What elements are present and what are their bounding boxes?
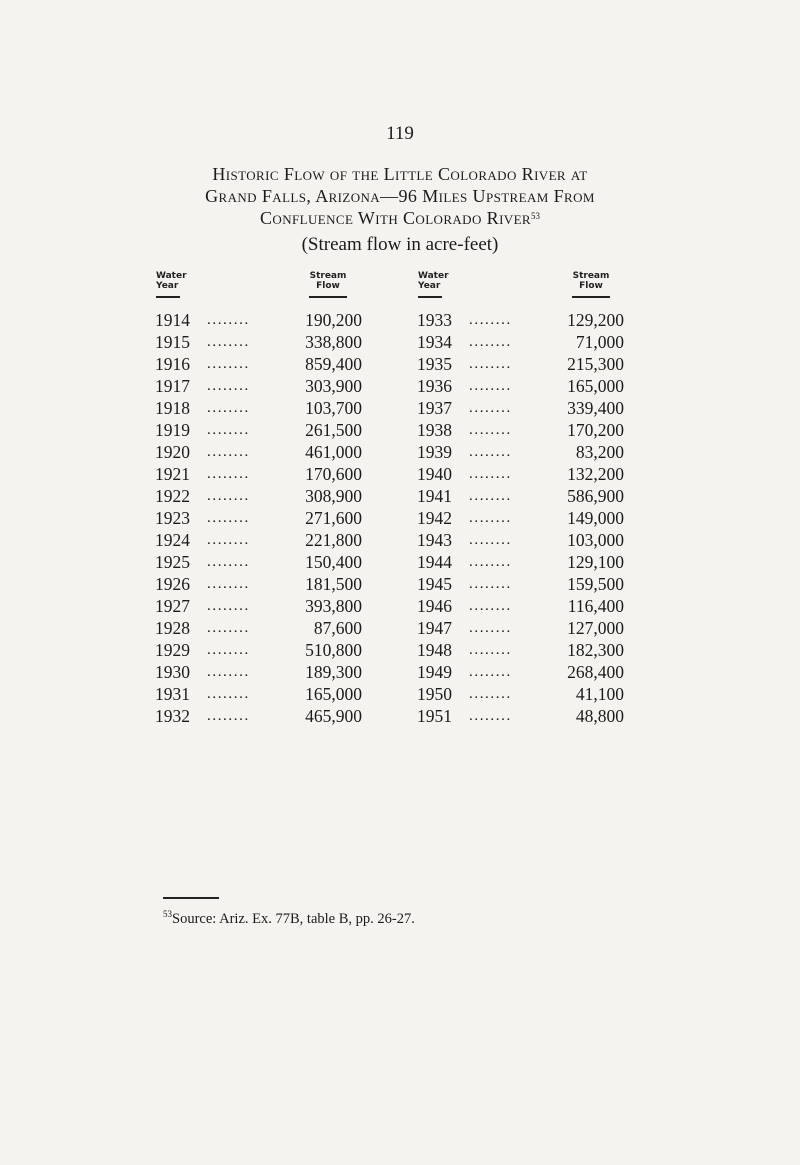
dot-leader: ........: [207, 642, 250, 658]
title-line-1: Historic Flow of the Little Colorado River at: [212, 164, 588, 184]
stream-flow: 182,300: [567, 640, 624, 660]
footnote-text: Source: Ariz. Ex. 77B, table B, pp. 26-27.: [172, 910, 415, 927]
water-year: 1934: [417, 332, 452, 352]
table-row: [155, 463, 362, 485]
stream-flow: 338,800: [305, 332, 362, 352]
dot-leader: ........: [469, 378, 512, 394]
table-row: [417, 573, 624, 595]
water-year: 1920: [155, 442, 190, 462]
dot-leader: ........: [207, 554, 250, 570]
water-year: 1936: [417, 376, 452, 396]
stream-flow: 271,600: [305, 508, 362, 528]
dot-leader: ........: [207, 510, 250, 526]
stream-flow: 303,900: [305, 376, 362, 396]
water-year: 1948: [417, 640, 452, 660]
water-year: 1923: [155, 508, 190, 528]
table-row: [155, 507, 362, 529]
dot-leader: ........: [207, 422, 250, 438]
stream-flow: 465,900: [305, 706, 362, 726]
stream-flow: 165,000: [567, 376, 624, 396]
table-row: [417, 595, 624, 617]
stream-flow: 48,800: [575, 706, 624, 726]
water-year: 1931: [155, 684, 190, 704]
table-row: [417, 617, 624, 639]
header-water-year-right: [418, 271, 449, 298]
water-year: 1930: [155, 662, 190, 682]
dot-leader: ........: [207, 664, 250, 680]
footnote-rule: [163, 897, 219, 899]
water-year: 1938: [417, 420, 452, 440]
water-year: 1916: [155, 354, 190, 374]
header-water-label: Water: [156, 271, 187, 281]
water-year: 1949: [417, 662, 452, 682]
dot-leader: ........: [469, 466, 512, 482]
table-row: [417, 419, 624, 441]
footnote: [163, 909, 415, 928]
dot-leader: ........: [469, 620, 512, 636]
table-row: [417, 353, 624, 375]
water-year: 1922: [155, 486, 190, 506]
table-row: [155, 551, 362, 573]
table-row: [155, 529, 362, 551]
table-row: [417, 485, 624, 507]
water-year: 1939: [417, 442, 452, 462]
dot-leader: ........: [207, 312, 250, 328]
footnote-marker: 53: [163, 909, 172, 919]
table-row: [155, 595, 362, 617]
stream-flow: 149,000: [567, 508, 624, 528]
header-rule: [572, 296, 610, 298]
title-line-2: Grand Falls, Arizona—96 Miles Upstream From: [205, 186, 595, 206]
water-year: 1933: [417, 310, 452, 330]
dot-leader: ........: [469, 488, 512, 504]
stream-flow: 159,500: [567, 574, 624, 594]
page-number: 119: [386, 123, 414, 144]
stream-flow: 129,200: [567, 310, 624, 330]
water-year: 1921: [155, 464, 190, 484]
water-year: 1926: [155, 574, 190, 594]
water-year: 1945: [417, 574, 452, 594]
header-water-label: Water: [418, 271, 449, 281]
stream-flow: 83,200: [575, 442, 624, 462]
table-row: [155, 485, 362, 507]
dot-leader: ........: [469, 532, 512, 548]
dot-leader: ........: [207, 532, 250, 548]
stream-flow: 261,500: [305, 420, 362, 440]
stream-flow: 339,400: [567, 398, 624, 418]
dot-leader: ........: [207, 444, 250, 460]
dot-leader: ........: [469, 444, 512, 460]
water-year: 1937: [417, 398, 452, 418]
table-row: [417, 331, 624, 353]
dot-leader: ........: [207, 576, 250, 592]
water-year: 1932: [155, 706, 190, 726]
water-year: 1951: [417, 706, 452, 726]
stream-flow: 586,900: [567, 486, 624, 506]
header-rule: [309, 296, 347, 298]
dot-leader: ........: [207, 356, 250, 372]
dot-leader: ........: [207, 620, 250, 636]
table-column-left: [155, 309, 362, 727]
stream-flow: 165,000: [305, 684, 362, 704]
dot-leader: ........: [207, 708, 250, 724]
table-row: [155, 705, 362, 727]
stream-flow: 221,800: [305, 530, 362, 550]
dot-leader: ........: [469, 422, 512, 438]
stream-flow: 510,800: [305, 640, 362, 660]
dot-leader: ........: [469, 576, 512, 592]
stream-flow: 189,300: [305, 662, 362, 682]
water-year: 1927: [155, 596, 190, 616]
table-row: [417, 705, 624, 727]
title-line-3: [0, 207, 800, 229]
table-row: [155, 639, 362, 661]
water-year: 1919: [155, 420, 190, 440]
title-line-3-text: Confluence With Colorado River: [260, 208, 531, 228]
stream-flow: 181,500: [305, 574, 362, 594]
water-year: 1928: [155, 618, 190, 638]
stream-flow: 103,700: [305, 398, 362, 418]
stream-flow: 461,000: [305, 442, 362, 462]
dot-leader: ........: [469, 312, 512, 328]
header-year-label: Year: [156, 281, 179, 291]
table-row: [417, 441, 624, 463]
table-title: [0, 163, 800, 229]
table-row: [417, 397, 624, 419]
water-year: 1940: [417, 464, 452, 484]
dot-leader: ........: [207, 466, 250, 482]
dot-leader: ........: [469, 598, 512, 614]
stream-flow: 127,000: [567, 618, 624, 638]
water-year: 1950: [417, 684, 452, 704]
header-water-year-left: [156, 271, 187, 298]
water-year: 1915: [155, 332, 190, 352]
stream-flow: 308,900: [305, 486, 362, 506]
header-year-label: Year: [418, 281, 441, 291]
stream-flow: 170,600: [305, 464, 362, 484]
header-rule: [156, 296, 180, 298]
stream-flow: 71,000: [575, 332, 624, 352]
dot-leader: ........: [207, 400, 250, 416]
dot-leader: ........: [469, 708, 512, 724]
title-footnote-ref: 53: [531, 211, 540, 221]
water-year: 1946: [417, 596, 452, 616]
table-row: [155, 353, 362, 375]
table-row: [417, 375, 624, 397]
dot-leader: ........: [207, 686, 250, 702]
table-row: [155, 309, 362, 331]
water-year: 1918: [155, 398, 190, 418]
dot-leader: ........: [469, 554, 512, 570]
dot-leader: ........: [207, 598, 250, 614]
stream-flow: 150,400: [305, 552, 362, 572]
dot-leader: ........: [207, 488, 250, 504]
dot-leader: ........: [469, 356, 512, 372]
stream-flow: 87,600: [313, 618, 362, 638]
stream-flow: 116,400: [567, 596, 624, 616]
dot-leader: ........: [469, 686, 512, 702]
water-year: 1914: [155, 310, 190, 330]
table-row: [155, 617, 362, 639]
dot-leader: ........: [469, 400, 512, 416]
header-stream-label: Stream: [309, 271, 347, 281]
table-row: [417, 507, 624, 529]
table-row: [417, 661, 624, 683]
stream-flow: 215,300: [567, 354, 624, 374]
table-row: [417, 309, 624, 331]
header-rule: [418, 296, 442, 298]
water-year: 1942: [417, 508, 452, 528]
water-year: 1917: [155, 376, 190, 396]
water-year: 1929: [155, 640, 190, 660]
header-flow-label: Flow: [316, 281, 340, 291]
table-row: [417, 529, 624, 551]
table-row: [155, 331, 362, 353]
table-row: [155, 573, 362, 595]
stream-flow: 190,200: [305, 310, 362, 330]
stream-flow: 41,100: [575, 684, 624, 704]
water-year: 1941: [417, 486, 452, 506]
stream-flow: 268,400: [567, 662, 624, 682]
water-year: 1944: [417, 552, 452, 572]
table-row: [155, 661, 362, 683]
stream-flow: 132,200: [567, 464, 624, 484]
stream-flow: 170,200: [567, 420, 624, 440]
dot-leader: ........: [469, 664, 512, 680]
water-year: 1943: [417, 530, 452, 550]
water-year: 1947: [417, 618, 452, 638]
table-row: [417, 683, 624, 705]
dot-leader: ........: [469, 334, 512, 350]
table-row: [417, 551, 624, 573]
table-row: [417, 639, 624, 661]
dot-leader: ........: [469, 642, 512, 658]
stream-flow: 393,800: [305, 596, 362, 616]
table-row: [417, 463, 624, 485]
stream-flow: 859,400: [305, 354, 362, 374]
stream-flow: 129,100: [567, 552, 624, 572]
header-stream-label: Stream: [572, 271, 610, 281]
water-year: 1924: [155, 530, 190, 550]
table-row: [155, 441, 362, 463]
dot-leader: ........: [207, 334, 250, 350]
header-flow-label: Flow: [579, 281, 603, 291]
stream-flow: 103,000: [567, 530, 624, 550]
dot-leader: ........: [207, 378, 250, 394]
table-row: [155, 683, 362, 705]
table-row: [155, 375, 362, 397]
water-year: 1935: [417, 354, 452, 374]
table-row: [155, 419, 362, 441]
table-row: [155, 397, 362, 419]
table-column-right: [417, 309, 624, 727]
header-stream-flow-right: [571, 271, 611, 298]
dot-leader: ........: [469, 510, 512, 526]
header-stream-flow-left: [308, 271, 348, 298]
table-subtitle: (Stream flow in acre-feet): [301, 234, 499, 255]
water-year: 1925: [155, 552, 190, 572]
